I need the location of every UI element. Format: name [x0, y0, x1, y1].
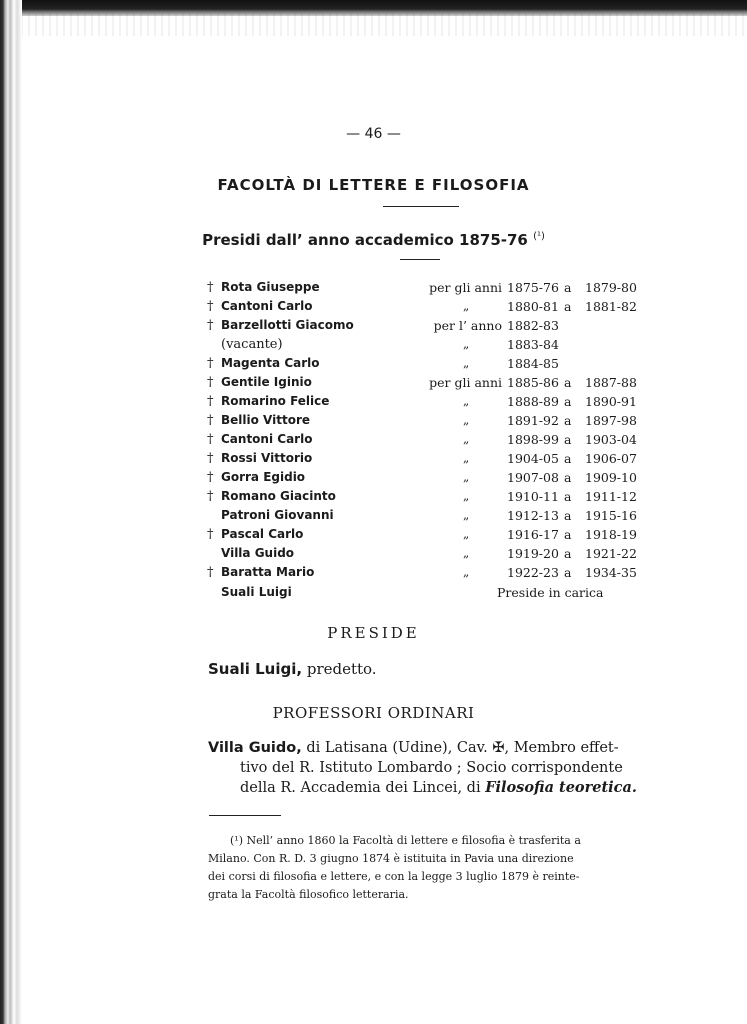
- presidi-name: Magenta Carlo: [221, 356, 320, 370]
- presidi-to: 1903-04: [585, 432, 637, 447]
- presidi-name: Gorra Egidio: [221, 470, 306, 484]
- presidi-name: Baratta Mario: [221, 565, 315, 579]
- presidi-dagger: †: [207, 375, 214, 390]
- presidi-name: Gentile Iginio: [221, 375, 312, 389]
- presidi-from: 1891-92: [507, 413, 559, 428]
- presidi-a: a: [564, 280, 572, 295]
- presidi-a: a: [564, 489, 572, 504]
- presidi-ditto: „: [463, 546, 470, 560]
- presidi-ditto: „: [463, 356, 470, 370]
- presidi-name: Romano Giacinto: [221, 489, 336, 503]
- presidi-from: 1904-05: [507, 451, 559, 466]
- presidi-to: 1881-82: [585, 299, 637, 314]
- footnote-rule: [209, 815, 281, 816]
- presidi-from: 1875-76: [507, 280, 559, 295]
- presidi-from: 1880-81: [507, 299, 559, 314]
- presidi-ditto: „: [463, 508, 470, 522]
- presidi-row: [0, 394, 747, 413]
- presidi-ditto: „: [463, 337, 470, 351]
- presidi-row: [0, 489, 747, 508]
- presidi-from: 1910-11: [507, 489, 559, 504]
- professor-entry-line-1: [208, 738, 636, 758]
- presidi-from: 1922-23: [507, 565, 559, 580]
- presidi-dagger: †: [207, 318, 214, 333]
- professor-entry: [208, 738, 636, 798]
- presidi-a: a: [564, 527, 572, 542]
- presidi-ditto: „: [463, 565, 470, 579]
- presidi-dagger: †: [207, 280, 214, 295]
- presidi-ditto: „: [463, 299, 470, 313]
- presidi-name: (vacante): [221, 337, 283, 352]
- footnote-line-2: Milano. Con R. D. 3 giugno 1874 è istituita in Pavia una direzione: [208, 852, 574, 865]
- professor-details-3: della R. Accademia dei Lincei, di: [240, 780, 481, 796]
- professor-details-1: di Latisana (Udine), Cav. ✠, Membro effet-: [306, 740, 619, 756]
- presidi-a: a: [564, 413, 572, 428]
- presidi-to: 1890-91: [585, 394, 637, 409]
- presidi-row: [0, 356, 747, 375]
- presidi-name: Patroni Giovanni: [221, 508, 334, 522]
- preside-note: predetto.: [306, 660, 377, 678]
- professor-entry-line-2: tivo del R. Istituto Lombardo ; Socio corrispondente: [240, 760, 623, 776]
- presidi-dagger: †: [207, 356, 214, 371]
- footnote-line-4: grata la Facoltà filosofico letteraria.: [208, 888, 409, 901]
- presidi-to: 1906-07: [585, 451, 637, 466]
- presidi-name: Bellio Vittore: [221, 413, 311, 427]
- presidi-from: 1912-13: [507, 508, 559, 523]
- presidi-a: a: [564, 565, 572, 580]
- presidi-row: [0, 451, 747, 470]
- page-number: — 46 —: [346, 126, 401, 142]
- presidi-to: 1918-19: [585, 527, 637, 542]
- presidi-row: [0, 470, 747, 489]
- presidi-from: 1916-17: [507, 527, 559, 542]
- presidi-from: 1882-83: [507, 318, 559, 333]
- presidi-a: a: [564, 508, 572, 523]
- footnote-line-1: [208, 832, 633, 850]
- footnote-line-3: dei corsi di filosofia e lettere, e con la legge 3 luglio 1879 è reinte-: [208, 870, 580, 883]
- presidi-ditto: „: [463, 489, 470, 503]
- presidi-to: 1909-10: [585, 470, 637, 485]
- footnote-text-1: Nell’ anno 1860 la Facoltà di lettere e filosofia è trasferita a: [246, 834, 581, 847]
- preside-heading: PRESIDE: [327, 624, 420, 642]
- presidi-to: 1897-98: [585, 413, 637, 428]
- presidi-prefix: per gli anni: [429, 280, 502, 295]
- presidi-name: Pascal Carlo: [221, 527, 304, 541]
- professor-entry-line-3: [208, 778, 636, 798]
- presidi-row: [0, 565, 747, 584]
- scan-top-noise: [0, 14, 747, 36]
- presidi-from: 1885-86: [507, 375, 559, 390]
- presidi-row: [0, 318, 747, 337]
- presidi-row: [0, 299, 747, 318]
- current-president-row: [0, 585, 747, 604]
- presidi-ditto: „: [463, 394, 470, 408]
- faculty-title: FACOLTÀ DI LETTERE E FILOSOFIA: [217, 176, 530, 194]
- presidi-from: 1884-85: [507, 356, 559, 371]
- current-president-name: Suali Luigi: [221, 585, 292, 599]
- presidi-a: a: [564, 299, 572, 314]
- preside-name: Suali Luigi,: [208, 660, 303, 678]
- presidi-row: [0, 546, 747, 565]
- presidi-a: a: [564, 394, 572, 409]
- preside-entry: [208, 660, 377, 678]
- presidi-to: 1915-16: [585, 508, 637, 523]
- presidi-a: a: [564, 375, 572, 390]
- presidi-row: [0, 280, 747, 299]
- presidi-dagger: †: [207, 527, 214, 542]
- presidi-to: 1934-35: [585, 565, 637, 580]
- ordinari-heading: PROFESSORI ORDINARI: [272, 704, 475, 722]
- footnote: [208, 832, 633, 904]
- presidi-dagger: †: [207, 394, 214, 409]
- presidi-ditto: „: [463, 413, 470, 427]
- presidi-name: Cantoni Carlo: [221, 432, 313, 446]
- title-rule: [383, 206, 459, 207]
- current-president-status: Preside in carica: [497, 585, 604, 600]
- presidi-from: 1898-99: [507, 432, 559, 447]
- presidi-row: [0, 413, 747, 432]
- presidi-to: 1887-88: [585, 375, 637, 390]
- presidi-name: Romarino Felice: [221, 394, 330, 408]
- presidi-a: a: [564, 451, 572, 466]
- presidi-from: 1883-84: [507, 337, 559, 352]
- presidi-ditto: „: [463, 470, 470, 484]
- presidi-a: a: [564, 546, 572, 561]
- presidi-a: a: [564, 470, 572, 485]
- presidi-a: a: [564, 432, 572, 447]
- presidi-prefix: per gli anni: [429, 375, 502, 390]
- presidi-row: [0, 375, 747, 394]
- presidi-dagger: †: [207, 565, 214, 580]
- presidi-dagger: †: [207, 451, 214, 466]
- presidi-dagger: †: [207, 299, 214, 314]
- presidi-name: Barzellotti Giacomo: [221, 318, 354, 332]
- presidi-dagger: †: [207, 470, 214, 485]
- presidi-rule: [400, 259, 440, 260]
- presidi-dagger: †: [207, 413, 214, 428]
- presidi-to: 1921-22: [585, 546, 637, 561]
- presidi-to: 1879-80: [585, 280, 637, 295]
- presidi-row: [0, 432, 747, 451]
- presidi-to: 1911-12: [585, 489, 637, 504]
- presidi-name: Villa Guido: [221, 546, 295, 560]
- presidi-from: 1919-20: [507, 546, 559, 561]
- presidi-row: [0, 527, 747, 546]
- presidi-name: Rota Giuseppe: [221, 280, 320, 294]
- presidi-dagger: †: [207, 489, 214, 504]
- presidi-ditto: „: [463, 527, 470, 541]
- presidi-row: [0, 508, 747, 527]
- presidi-name: Cantoni Carlo: [221, 299, 313, 313]
- footnote-reference: (¹): [533, 231, 545, 242]
- presidi-prefix: per l’ anno: [433, 318, 502, 333]
- presidi-from: 1907-08: [507, 470, 559, 485]
- presidi-heading: [0, 231, 747, 249]
- footnote-mark: (¹): [230, 834, 243, 847]
- presidi-row: [0, 337, 747, 356]
- presidi-ditto: „: [463, 432, 470, 446]
- professor-subject: Filosofia teoretica.: [485, 779, 637, 796]
- presidi-heading-text: Presidi dall’ anno accademico 1875-76: [202, 231, 528, 249]
- presidi-ditto: „: [463, 451, 470, 465]
- professor-name: Villa Guido,: [208, 740, 302, 756]
- presidi-dagger: †: [207, 432, 214, 447]
- presidi-name: Rossi Vittorio: [221, 451, 313, 465]
- presidi-from: 1888-89: [507, 394, 559, 409]
